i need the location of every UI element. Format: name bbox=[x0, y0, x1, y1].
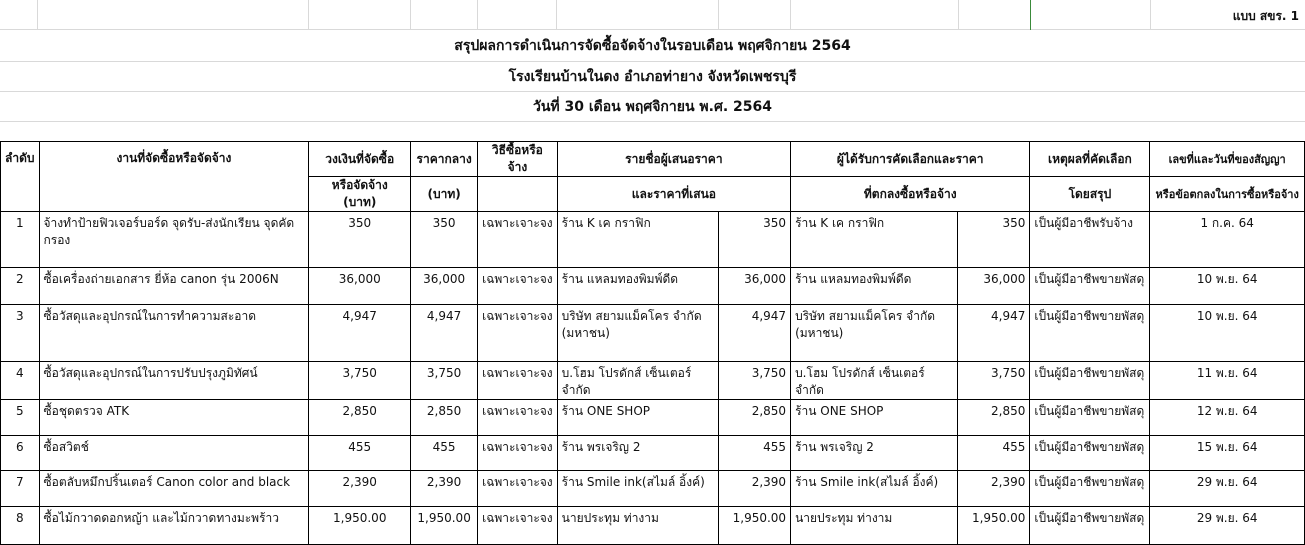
win-price-cell: 1,950.00 bbox=[958, 507, 1030, 545]
bid-price-cell: 2,390 bbox=[719, 471, 791, 507]
gridline bbox=[718, 0, 719, 30]
bid-price-cell: 4,947 bbox=[719, 305, 791, 362]
contract-cell: 12 พ.ย. 64 bbox=[1150, 400, 1305, 436]
row-number: 4 bbox=[1, 362, 40, 400]
table-row bbox=[1, 507, 1305, 545]
win-price-cell: 455 bbox=[958, 436, 1030, 471]
bid-price-cell: 350 bbox=[719, 212, 791, 268]
table-row bbox=[1, 362, 1305, 400]
gridline bbox=[308, 0, 309, 30]
method-cell: เฉพาะเจาะจง bbox=[478, 305, 558, 362]
row-number: 7 bbox=[1, 471, 40, 507]
bidder-cell: ร้าน แหลมทองพิมพ์ดีด bbox=[557, 268, 718, 305]
winner-cell: บริษัท สยามแม็คโคร จำกัด (มหาชน) bbox=[791, 305, 958, 362]
reason-cell: เป็นผู้มีอาชีพขายพัสดุ bbox=[1030, 507, 1150, 545]
gridline bbox=[410, 0, 411, 30]
gridline bbox=[477, 0, 478, 30]
item-cell: ซื้อวัสดุและอุปกรณ์ในการปรับปรุงภูมิทัศน์ bbox=[39, 362, 309, 400]
header-method: วิธีซื้อหรือจ้าง bbox=[478, 142, 558, 177]
header-budget-2: หรือจัดจ้าง (บาท) bbox=[309, 177, 411, 212]
header-method-2 bbox=[478, 177, 558, 212]
table-row bbox=[1, 436, 1305, 471]
header-reason: เหตุผลที่คัดเลือก bbox=[1030, 142, 1150, 177]
median-cell: 350 bbox=[411, 212, 478, 268]
contract-cell: 15 พ.ย. 64 bbox=[1150, 436, 1305, 471]
bid-price-cell: 455 bbox=[719, 436, 791, 471]
median-cell: 455 bbox=[411, 436, 478, 471]
bidder-cell: ร้าน K เค กราฟิก bbox=[557, 212, 718, 268]
winner-cell: ร้าน พรเจริญ 2 bbox=[791, 436, 958, 471]
header-row-1 bbox=[1, 142, 1305, 177]
header-winner: ผู้ได้รับการคัดเลือกและราคา bbox=[791, 142, 1030, 177]
header-item: งานที่จัดซื้อหรือจัดจ้าง bbox=[39, 142, 309, 212]
report-title: สรุปผลการดำเนินการจัดซื้อจัดจ้างในรอบเดือน พฤศจิกายน 2564 bbox=[454, 38, 851, 54]
row-number: 2 bbox=[1, 268, 40, 305]
row-number: 5 bbox=[1, 400, 40, 436]
table-body bbox=[1, 212, 1305, 545]
win-price-cell: 36,000 bbox=[958, 268, 1030, 305]
method-cell: เฉพาะเจาะจง bbox=[478, 400, 558, 436]
budget-cell: 2,850 bbox=[309, 400, 411, 436]
item-cell: จ้างทำป้ายฟิวเจอร์บอร์ด จุดรับ-ส่งนักเรียน จุดคัดกรอง bbox=[39, 212, 309, 268]
budget-cell: 455 bbox=[309, 436, 411, 471]
header-bidders-2: และราคาที่เสนอ bbox=[557, 177, 790, 212]
median-cell: 36,000 bbox=[411, 268, 478, 305]
contract-cell: 11 พ.ย. 64 bbox=[1150, 362, 1305, 400]
reason-cell: เป็นผู้มีอาชีพขายพัสดุ bbox=[1030, 362, 1150, 400]
bid-price-cell: 2,850 bbox=[719, 400, 791, 436]
reason-cell: เป็นผู้มีอาชีพรับจ้าง bbox=[1030, 212, 1150, 268]
median-cell: 4,947 bbox=[411, 305, 478, 362]
item-cell: ซื้อวัสดุและอุปกรณ์ในการทำความสะอาด bbox=[39, 305, 309, 362]
item-cell: ซื้อตลับหมึกปริ้นเตอร์ Canon color and black bbox=[39, 471, 309, 507]
contract-cell: 29 พ.ย. 64 bbox=[1150, 507, 1305, 545]
contract-cell: 10 พ.ย. 64 bbox=[1150, 268, 1305, 305]
winner-cell: ร้าน ONE SHOP bbox=[791, 400, 958, 436]
method-cell: เฉพาะเจาะจง bbox=[478, 268, 558, 305]
bidder-cell: บริษัท สยามแม็คโคร จำกัด (มหาชน) bbox=[557, 305, 718, 362]
budget-cell: 3,750 bbox=[309, 362, 411, 400]
win-price-cell: 350 bbox=[958, 212, 1030, 268]
gridline bbox=[1150, 0, 1151, 30]
winner-cell: ร้าน K เค กราฟิก bbox=[791, 212, 958, 268]
item-cell: ซื้อชุดตรวจ ATK bbox=[39, 400, 309, 436]
gridline bbox=[0, 91, 1305, 92]
budget-cell: 36,000 bbox=[309, 268, 411, 305]
contract-cell: 29 พ.ย. 64 bbox=[1150, 471, 1305, 507]
item-cell: ซื้อเครื่องถ่ายเอกสาร ยี่ห้อ canon รุ่น 2006N bbox=[39, 268, 309, 305]
method-cell: เฉพาะเจาะจง bbox=[478, 436, 558, 471]
method-cell: เฉพาะเจาะจง bbox=[478, 212, 558, 268]
winner-cell: บ.โฮม โปรดักส์ เซ็นเตอร์ จำกัด bbox=[791, 362, 958, 400]
median-cell: 1,950.00 bbox=[411, 507, 478, 545]
row-number: 8 bbox=[1, 507, 40, 545]
row-number: 1 bbox=[1, 212, 40, 268]
header-contract-2: หรือข้อตกลงในการซื้อหรือจ้าง bbox=[1150, 177, 1305, 212]
median-cell: 2,850 bbox=[411, 400, 478, 436]
table-row bbox=[1, 212, 1305, 268]
win-price-cell: 2,850 bbox=[958, 400, 1030, 436]
table-row bbox=[1, 305, 1305, 362]
win-price-cell: 3,750 bbox=[958, 362, 1030, 400]
winner-cell: ร้าน Smile ink(สไมล์ อิ้งค์) bbox=[791, 471, 958, 507]
bidder-cell: ร้าน Smile ink(สไมล์ อิ้งค์) bbox=[557, 471, 718, 507]
item-cell: ซื้อสวิตช์ bbox=[39, 436, 309, 471]
bid-price-cell: 1,950.00 bbox=[719, 507, 791, 545]
reason-cell: เป็นผู้มีอาชีพขายพัสดุ bbox=[1030, 436, 1150, 471]
median-cell: 3,750 bbox=[411, 362, 478, 400]
gridline bbox=[0, 29, 1305, 30]
gridline bbox=[958, 0, 959, 30]
gridline bbox=[0, 121, 1305, 122]
form-code: แบบ สขร. 1 bbox=[1232, 9, 1299, 23]
winner-cell: นายประทุม ท่างาม bbox=[791, 507, 958, 545]
header-contract: เลขที่และวันที่ของสัญญา bbox=[1150, 142, 1305, 177]
reason-cell: เป็นผู้มีอาชีพขายพัสดุ bbox=[1030, 268, 1150, 305]
selected-cell-border bbox=[1030, 0, 1031, 30]
win-price-cell: 2,390 bbox=[958, 471, 1030, 507]
bidder-cell: บ.โฮม โปรดักส์ เซ็นเตอร์ จำกัด bbox=[557, 362, 718, 400]
contract-cell: 10 พ.ย. 64 bbox=[1150, 305, 1305, 362]
budget-cell: 4,947 bbox=[309, 305, 411, 362]
gridline bbox=[37, 0, 38, 30]
header-no: ลำดับ bbox=[1, 142, 40, 212]
table-row bbox=[1, 471, 1305, 507]
reason-cell: เป็นผู้มีอาชีพขายพัสดุ bbox=[1030, 400, 1150, 436]
item-cell: ซื้อไม้กวาดดอกหญ้า และไม้กวาดทางมะพร้าว bbox=[39, 507, 309, 545]
winner-cell: ร้าน แหลมทองพิมพ์ดีด bbox=[791, 268, 958, 305]
row-number: 6 bbox=[1, 436, 40, 471]
table-row bbox=[1, 400, 1305, 436]
header-bidders: รายชื่อผู้เสนอราคา bbox=[557, 142, 790, 177]
report-date: วันที่ 30 เดือน พฤศจิกายน พ.ศ. 2564 bbox=[533, 99, 772, 115]
budget-cell: 1,950.00 bbox=[309, 507, 411, 545]
method-cell: เฉพาะเจาะจง bbox=[478, 507, 558, 545]
reason-cell: เป็นผู้มีอาชีพขายพัสดุ bbox=[1030, 471, 1150, 507]
header-median-2: (บาท) bbox=[411, 177, 478, 212]
bidder-cell: ร้าน พรเจริญ 2 bbox=[557, 436, 718, 471]
method-cell: เฉพาะเจาะจง bbox=[478, 362, 558, 400]
header-median: ราคากลาง bbox=[411, 142, 478, 177]
row-number: 3 bbox=[1, 305, 40, 362]
header-reason-2: โดยสรุป bbox=[1030, 177, 1150, 212]
method-cell: เฉพาะเจาะจง bbox=[478, 471, 558, 507]
bid-price-cell: 3,750 bbox=[719, 362, 791, 400]
bid-price-cell: 36,000 bbox=[719, 268, 791, 305]
header-budget: วงเงินที่จัดซื้อ bbox=[309, 142, 411, 177]
bidder-cell: ร้าน ONE SHOP bbox=[557, 400, 718, 436]
contract-cell: 1 ก.ค. 64 bbox=[1150, 212, 1305, 268]
bidder-cell: นายประทุม ท่างาม bbox=[557, 507, 718, 545]
school-name: โรงเรียนบ้านในดง อำเภอท่ายาง จังหวัดเพชรบุรี bbox=[508, 69, 797, 85]
reason-cell: เป็นผู้มีอาชีพขายพัสดุ bbox=[1030, 305, 1150, 362]
gridline bbox=[790, 0, 791, 30]
gridline bbox=[556, 0, 557, 30]
budget-cell: 350 bbox=[309, 212, 411, 268]
table-row bbox=[1, 268, 1305, 305]
budget-cell: 2,390 bbox=[309, 471, 411, 507]
header-winner-2: ที่ตกลงซื้อหรือจ้าง bbox=[791, 177, 1030, 212]
procurement-table bbox=[0, 141, 1305, 545]
gridline bbox=[0, 61, 1305, 62]
win-price-cell: 4,947 bbox=[958, 305, 1030, 362]
median-cell: 2,390 bbox=[411, 471, 478, 507]
